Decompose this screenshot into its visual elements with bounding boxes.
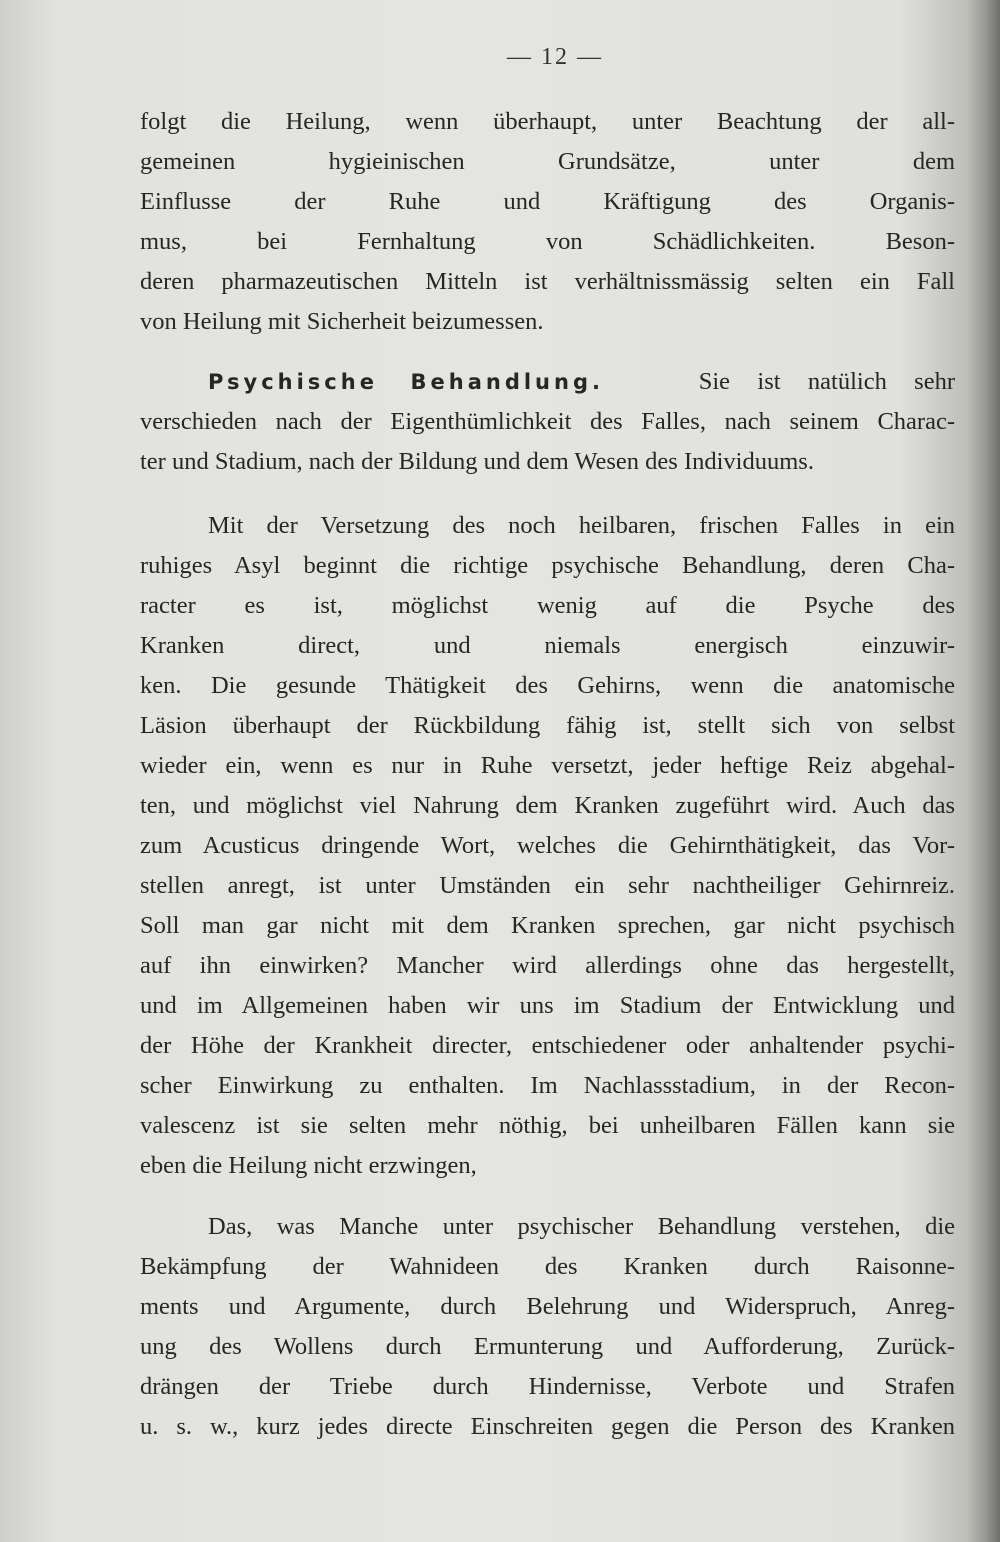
text-line: Kranken direct, und niemals energisch einzuwir- bbox=[140, 632, 955, 659]
text-line: drängen der Triebe durch Hindernisse, Verbote und Strafen bbox=[140, 1373, 955, 1400]
text-line: mus, bei Fernhaltung von Schädlichkeiten. Beson- bbox=[140, 228, 955, 255]
text-line: ten, und möglichst viel Nahrung dem Kranken zugeführt wird. Auch das bbox=[140, 792, 955, 819]
text-line: ments und Argumente, durch Belehrung und Widerspruch, Anreg- bbox=[140, 1293, 955, 1320]
text-line: racter es ist, möglichst wenig auf die Psyche des bbox=[140, 592, 955, 619]
text-line: der Höhe der Krankheit directer, entschiedener oder anhaltender psychi- bbox=[140, 1032, 955, 1059]
paragraph-3 bbox=[140, 506, 955, 1186]
text-line: ung des Wollens durch Ermunterung und Aufforderung, Zurück- bbox=[140, 1333, 955, 1360]
text-line: Einflusse der Ruhe und Kräftigung des Organis- bbox=[140, 188, 955, 215]
text-line: eben die Heilung nicht erzwingen, bbox=[140, 1152, 477, 1179]
text-line: wieder ein, wenn es nur in Ruhe versetzt, jeder heftige Reiz abgehal- bbox=[140, 752, 955, 779]
text-line: Bekämpfung der Wahnideen des Kranken durch Raisonne- bbox=[140, 1253, 955, 1280]
paragraph-1 bbox=[140, 102, 955, 342]
paragraph-4 bbox=[140, 1207, 955, 1447]
text-line: valescenz ist sie selten mehr nöthig, bei unheilbaren Fällen kann sie bbox=[140, 1112, 955, 1139]
text-fragment: Sie ist natülich sehr bbox=[698, 368, 956, 395]
text-line: ruhiges Asyl beginnt die richtige psychische Behandlung, deren Cha- bbox=[140, 552, 955, 579]
text-line: deren pharmazeutischen Mitteln ist verhältnissmässig selten ein Fall bbox=[140, 268, 955, 295]
text-line: gemeinen hygieinischen Grundsätze, unter dem bbox=[140, 148, 955, 175]
text-line: verschieden nach der Eigenthümlichkeit des Falles, nach seinem Charac- bbox=[140, 408, 955, 435]
text-line: von Heilung mit Sicherheit beizumessen. bbox=[140, 308, 544, 335]
text-line: Läsion überhaupt der Rückbildung fähig ist, stellt sich von selbst bbox=[140, 712, 955, 739]
text-line: stellen anregt, ist unter Umständen ein sehr nachtheiliger Gehirnreiz. bbox=[140, 872, 955, 899]
section-heading: Psychische Behandlung. bbox=[208, 370, 604, 394]
text-line: scher Einwirkung zu enthalten. Im Nachlassstadium, in der Recon- bbox=[140, 1072, 955, 1099]
text-line: folgt die Heilung, wenn überhaupt, unter Beachtung der all- bbox=[140, 108, 955, 135]
page-spine-shadow bbox=[966, 0, 1000, 1542]
text-line: zum Acusticus dringende Wort, welches die Gehirnthätigkeit, das Vor- bbox=[140, 832, 955, 859]
text-line bbox=[140, 362, 955, 402]
text-line: Das, was Manche unter psychischer Behandlung verstehen, die bbox=[208, 1213, 955, 1240]
text-line: Soll man gar nicht mit dem Kranken sprechen, gar nicht psychisch bbox=[140, 912, 955, 939]
text-line: ter und Stadium, nach der Bildung und dem Wesen des Individuums. bbox=[140, 448, 814, 475]
text-line: ken. Die gesunde Thätigkeit des Gehirns, wenn die anatomische bbox=[140, 672, 955, 699]
text-line: auf ihn einwirken? Mancher wird allerdings ohne das hergestellt, bbox=[140, 952, 955, 979]
paragraph-2 bbox=[140, 362, 955, 482]
text-line: und im Allgemeinen haben wir uns im Stadium der Entwicklung und bbox=[140, 992, 955, 1019]
text-line: Mit der Versetzung des noch heilbaren, frischen Falles in ein bbox=[208, 512, 955, 539]
page-number: — 12 — bbox=[507, 44, 603, 70]
text-line: u. s. w., kurz jedes directe Einschreiten gegen die Person des Kranken bbox=[140, 1413, 955, 1440]
